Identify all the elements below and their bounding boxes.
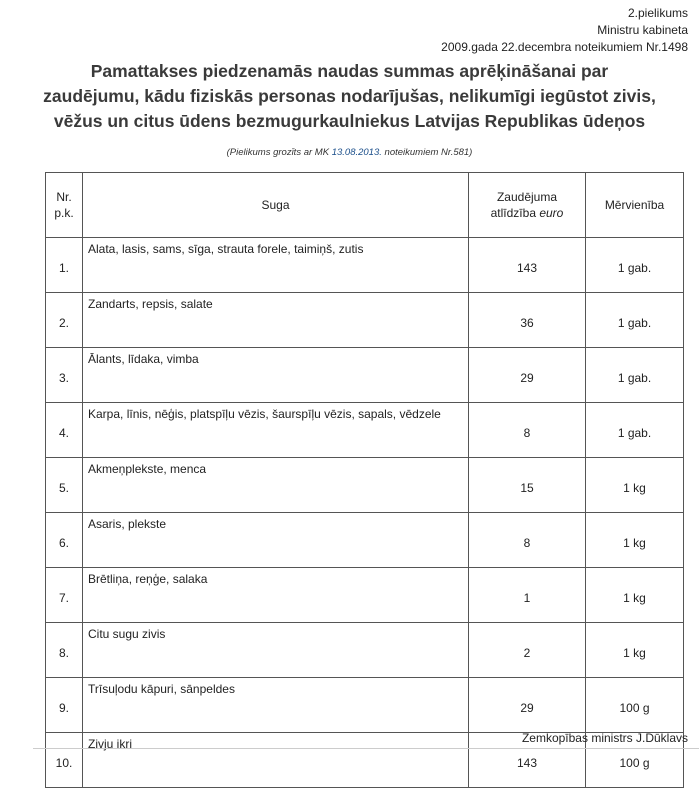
row-number: 3.: [46, 348, 83, 403]
row-unit: 1 gab.: [586, 403, 684, 458]
header-species: Suga: [83, 173, 469, 238]
row-unit: 1 kg: [586, 568, 684, 623]
table-row: [46, 403, 684, 458]
row-amount: 143: [469, 733, 586, 788]
regulation-reference: [441, 5, 688, 56]
row-amount: 29: [469, 678, 586, 733]
row-unit: 1 gab.: [586, 348, 684, 403]
row-number: 4.: [46, 403, 83, 458]
amendment-note: [0, 147, 699, 158]
row-unit: 100 g: [586, 733, 684, 788]
row-amount: 1: [469, 568, 586, 623]
amendment-link[interactable]: 13.08.2013.: [331, 147, 382, 158]
row-number: 2.: [46, 293, 83, 348]
row-species: Brētliņa, reņģe, salaka: [83, 568, 469, 623]
row-unit: 1 gab.: [586, 238, 684, 293]
row-species: Zivju ikri: [83, 733, 469, 788]
regulation-date: 2009.gada 22.decembra noteikumiem Nr.1498: [441, 40, 688, 54]
table-row: [46, 568, 684, 623]
header-amount: Zaudējuma atlīdzība euro: [469, 173, 586, 238]
row-species: Akmeņplekste, menca: [83, 458, 469, 513]
row-unit: 1 kg: [586, 513, 684, 568]
row-number: 10.: [46, 733, 83, 788]
row-amount: 2: [469, 623, 586, 678]
row-species: Zandarts, repsis, salate: [83, 293, 469, 348]
row-unit: 1 kg: [586, 623, 684, 678]
table-row: [46, 238, 684, 293]
title-line-1: Pamattakses piedzenamās naudas summas aprēķināšanai par: [90, 61, 609, 81]
header-unit: Mērvienība: [586, 173, 684, 238]
row-unit: 1 kg: [586, 458, 684, 513]
table-row: [46, 293, 684, 348]
row-number: 9.: [46, 678, 83, 733]
note-suffix: noteikumiem Nr.581): [381, 147, 473, 158]
header-nr: Nr. p.k.: [46, 173, 83, 238]
row-species: Trīsuļodu kāpuri, sānpeldes: [83, 678, 469, 733]
row-number: 1.: [46, 238, 83, 293]
title-line-2: zaudējumu, kādu fiziskās personas nodarījušas, nelikumīgi iegūstot zivis,: [43, 86, 656, 106]
row-number: 6.: [46, 513, 83, 568]
row-number: 5.: [46, 458, 83, 513]
row-amount: 15: [469, 458, 586, 513]
table-header-row: [46, 173, 684, 238]
row-species: Alata, lasis, sams, sīga, strauta forele, taimiņš, zutis: [83, 238, 469, 293]
table-row: [46, 623, 684, 678]
row-amount: 143: [469, 238, 586, 293]
row-amount: 8: [469, 513, 586, 568]
row-amount: 29: [469, 348, 586, 403]
row-number: 7.: [46, 568, 83, 623]
row-unit: 1 gab.: [586, 293, 684, 348]
table-row: [46, 348, 684, 403]
row-species: Citu sugu zivis: [83, 623, 469, 678]
row-species: Karpa, līnis, nēģis, platspīļu vēzis, šaurspīļu vēzis, sapals, vēdzele: [83, 403, 469, 458]
document-title: [0, 59, 699, 134]
table-row: [46, 458, 684, 513]
row-amount: 8: [469, 403, 586, 458]
table-row: [46, 513, 684, 568]
row-species: Ālants, līdaka, vimba: [83, 348, 469, 403]
row-species: Asaris, plekste: [83, 513, 469, 568]
row-amount: 36: [469, 293, 586, 348]
minister-signature: Zemkopības ministrs J.Dūklavs: [521, 731, 688, 745]
cabinet-label: Ministru kabineta: [597, 23, 688, 37]
compensation-table: [45, 172, 684, 788]
note-prefix: (Pielikums grozīts ar MK: [226, 147, 332, 158]
footer-divider: [33, 748, 699, 749]
row-unit: 100 g: [586, 678, 684, 733]
title-line-3: vēžus un citus ūdens bezmugurkaulniekus Latvijas Republikas ūdeņos: [53, 111, 646, 131]
appendix-number: 2.pielikums: [627, 6, 688, 20]
row-number: 8.: [46, 623, 83, 678]
table-row: [46, 678, 684, 733]
